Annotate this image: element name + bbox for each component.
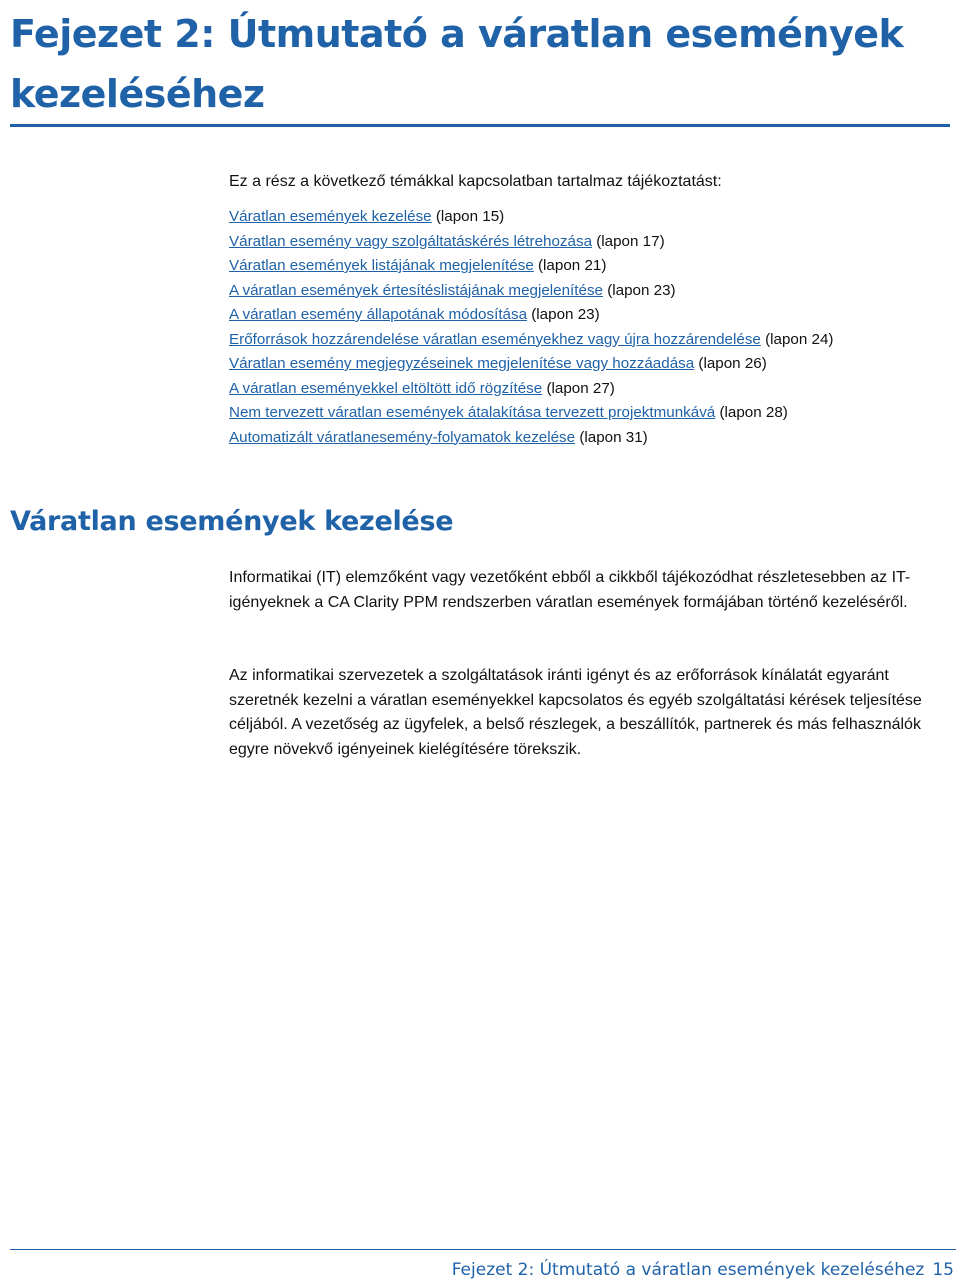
topic-list-item xyxy=(229,377,954,402)
body-paragraph: Az informatikai szervezetek a szolgáltatások iránti igényt és az erőforrások kínálatát egyaránt szeretnék kezelni a váratlan eseményekkel kapcsolatos és egyéb szolgáltatási kérések teljesítése céljából. A vezetőség az ügyfelek, a belső részlegek, a beszállítók, partnerek és más felhasználók egyre növekvő igényeinek kielégítésére törekszik. xyxy=(229,667,922,758)
topic-link[interactable]: Váratlan esemény vagy szolgáltatáskérés létrehozása xyxy=(229,232,593,250)
body-paragraph: Informatikai (IT) elemzőként vagy vezetőként ebből a cikkből tájékozódhat részletesebben az IT-igényeknek a CA Clarity PPM rendszerben váratlan események formájában történő kezeléséről. xyxy=(229,569,911,611)
topic-page-ref: (lapon 28) xyxy=(715,404,788,421)
topic-link[interactable]: Automatizált váratlanesemény-folyamatok kezelése xyxy=(229,428,576,446)
section-heading: Váratlan események kezelése xyxy=(10,506,454,537)
topic-link[interactable]: Nem tervezett váratlan események átalakítása tervezett projektmunkává xyxy=(229,404,716,421)
topic-page-ref: (lapon 21) xyxy=(533,257,607,274)
topic-link[interactable]: A váratlan eseményekkel eltöltött idő rögzítése xyxy=(229,379,543,397)
topic-page-ref: (lapon 17) xyxy=(592,232,665,250)
page-footer xyxy=(452,1258,954,1282)
topic-list-item xyxy=(229,401,954,426)
topic-page-ref: (lapon 27) xyxy=(542,379,615,397)
topic-link[interactable]: A váratlan események értesítéslistájának megjelenítése xyxy=(229,281,603,299)
page-number: 15 xyxy=(932,1260,954,1280)
footer-divider xyxy=(10,1249,956,1250)
topic-list-item xyxy=(229,205,954,230)
chapter-title: Fejezet 2: Útmutató a váratlan események kezeléséhez xyxy=(10,12,904,116)
footer-chapter-title: Fejezet 2: Útmutató a váratlan események kezeléséhez xyxy=(451,1260,925,1280)
topic-link[interactable]: Erőforrások hozzárendelése váratlan eseményekhez vagy újra hozzárendelése xyxy=(229,330,761,348)
topic-list-item xyxy=(229,303,954,328)
topic-page-ref: (lapon 23) xyxy=(527,306,600,323)
title-divider xyxy=(10,124,950,127)
topic-page-ref: (lapon 24) xyxy=(760,330,834,348)
topic-link[interactable]: Váratlan események kezelése xyxy=(229,208,432,225)
topic-list-item xyxy=(229,279,954,304)
topic-page-ref: (lapon 23) xyxy=(602,281,676,299)
topic-list-item xyxy=(229,328,954,353)
intro-text: Ez a rész a következő témákkal kapcsolatban tartalmaz tájékoztatást: xyxy=(229,173,722,190)
topic-page-ref: (lapon 15) xyxy=(431,208,505,225)
topic-link[interactable]: A váratlan esemény állapotának módosítása xyxy=(229,306,528,323)
topic-link[interactable]: Váratlan események listájának megjelenítése xyxy=(229,257,534,274)
topic-list xyxy=(229,205,954,450)
topic-list-item xyxy=(229,254,954,279)
topic-list-item xyxy=(229,230,954,255)
topic-page-ref: (lapon 31) xyxy=(575,428,648,446)
topic-list-item xyxy=(229,352,954,377)
topic-page-ref: (lapon 26) xyxy=(694,355,767,372)
topic-list-item xyxy=(229,426,954,451)
topic-link[interactable]: Váratlan esemény megjegyzéseinek megjelenítése vagy hozzáadása xyxy=(229,355,695,372)
